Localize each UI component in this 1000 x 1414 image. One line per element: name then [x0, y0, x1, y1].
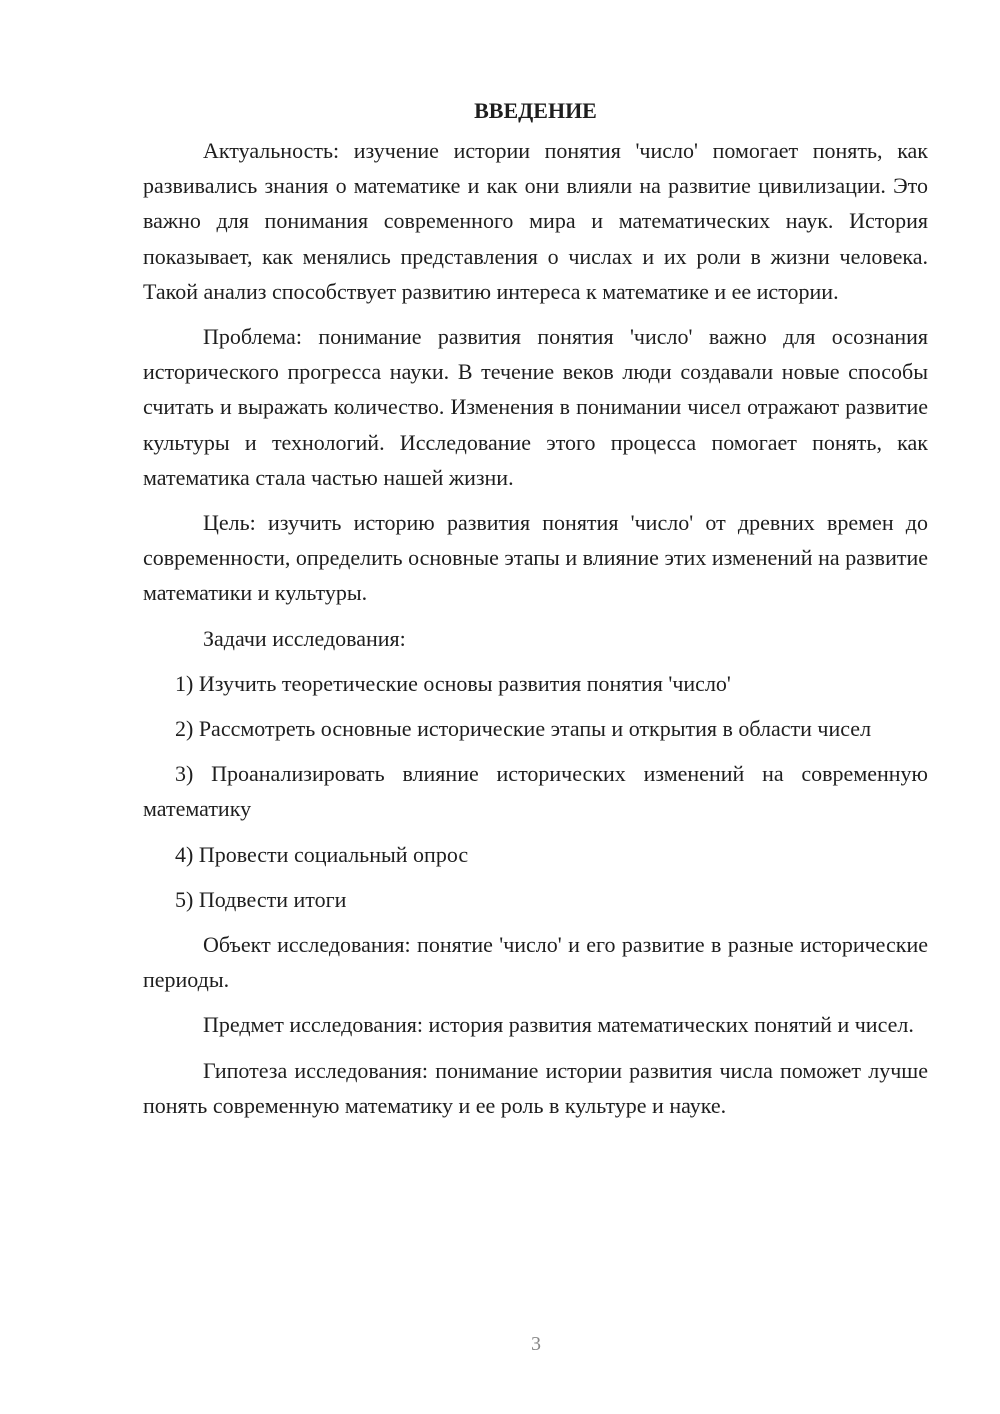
task-item-4: 4) Провести социальный опрос [175, 841, 469, 867]
object-paragraph: Объект исследования: понятие 'число' и его развитие в разные исторические периоды. [143, 932, 928, 993]
subject-paragraph: Предмет исследования: история развития математических понятий и чисел. [203, 1012, 914, 1038]
task-item-1: 1) Изучить теоретические основы развития понятия 'число' [175, 670, 731, 696]
page-number: 3 [531, 1333, 541, 1355]
tasks-heading: Задачи исследования: [203, 625, 406, 651]
section-title: ВВЕДЕНИЕ [474, 98, 597, 123]
problem-paragraph: Проблема: понимание развития понятия 'число' важно для осознания исторического прогресса науки. В течение веков люди создавали новые способы считать и выражать количество. Изменения в понимании чисел отражают развитие культуры и технологий. Исследование этого процесса помогает понять, как математика стала частью нашей жизни. [143, 324, 928, 490]
relevance-paragraph: Актуальность: изучение истории понятия 'число' помогает понять, как развивались знания о математике и как они влияли на развитие цивилизации. Это важно для понимания современного мира и математических наук. История показывает, как менялись представления о числах и их роли в жизни человека. Такой анализ способствует развитию интереса к математике и ее истории. [143, 138, 928, 304]
hypothesis-paragraph: Гипотеза исследования: понимание истории развития числа поможет лучше понять современную математику и ее роль в культуре и науке. [143, 1057, 928, 1118]
task-item-3: 3) Проанализировать влияние исторических изменений на современную математику [143, 761, 928, 822]
goal-paragraph: Цель: изучить историю развития понятия 'число' от древних времен до современности, определить основные этапы и влияние этих изменений на развитие математики и культуры. [143, 510, 928, 606]
document-page [143, 94, 928, 1133]
task-item-5: 5) Подвести итоги [175, 886, 347, 912]
task-item-2: 2) Рассмотреть основные исторические этапы и открытия в области чисел [175, 716, 872, 742]
